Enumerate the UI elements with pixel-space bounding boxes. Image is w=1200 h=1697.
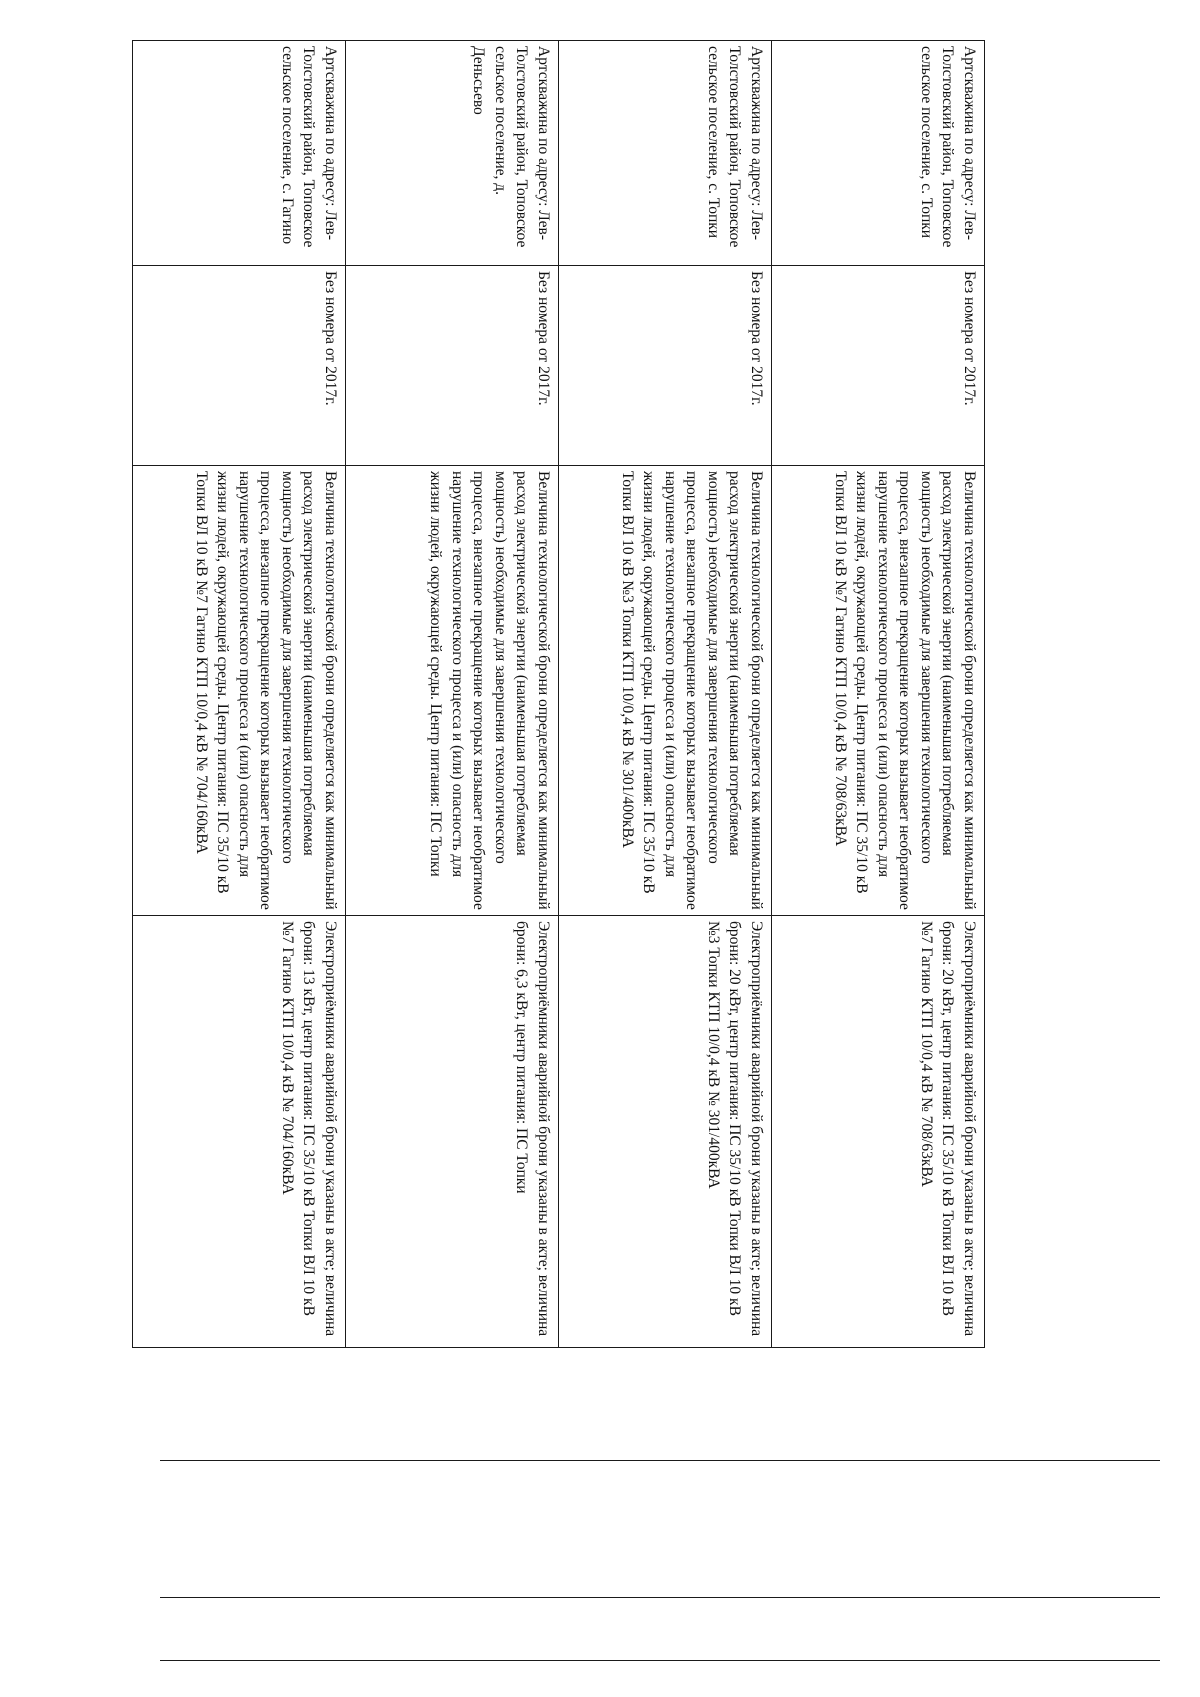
emergency-reserve-cell: Электроприёмники аварийной брони указаны в акте; величина брони: 13 кВт, центр питания: ПС 35/10 кВ Топки ВЛ 10 кВ №7 Гагино КТП 10/0,4 кВ № 704/160кВА xyxy=(133,916,346,1348)
column-rule xyxy=(160,1660,1160,1661)
object-cell: Артскважина по адресу: Лев-Толстовский район, Топовское сельское поселение, д. Деньсьево xyxy=(346,41,559,266)
object-cell: Артскважина по адресу: Лев-Толстовский район, Топовское сельское поселение, с. Гагино xyxy=(133,41,346,266)
table-row xyxy=(559,41,772,1348)
reserve-table xyxy=(132,40,985,1348)
tech-reserve-cell: Величина технологической брони определяется как минимальный расход электрической энергии (наименьшая потребляемая мощность) необходимые для завершения технологического процесса, внезапное прекращение которых вызывает необратимое нарушение технологического процесса и (или) опасность для жизни людей, окружающей среды. Центр питания: ПС 35/10 кВ Топки ВЛ 10 кВ №7 Гагино КТП 10/0,4 кВ № 708/63кВА xyxy=(772,466,985,916)
tech-reserve-cell: Величина технологической брони определяется как минимальный расход электрической энергии (наименьшая потребляемая мощность) необходимые для завершения технологического процесса, внезапное прекращение которых вызывает необратимое нарушение технологического процесса и (или) опасность для жизни людей, окружающей среды. Центр питания: ПС Топки xyxy=(346,466,559,916)
emergency-reserve-cell: Электроприёмники аварийной брони указаны в акте; величина брони: 6,3 кВт, центр питания: ПС Топки xyxy=(346,916,559,1348)
tech-reserve-cell: Величина технологической брони определяется как минимальный расход электрической энергии (наименьшая потребляемая мощность) необходимые для завершения технологического процесса, внезапное прекращение которых вызывает необратимое нарушение технологического процесса и (или) опасность для жизни людей, окружающей среды. Центр питания: ПС 35/10 кВ Топки ВЛ 10 кВ №7 Гагино КТП 10/0,4 кВ № 704/160кВА xyxy=(133,466,346,916)
emergency-reserve-cell: Электроприёмники аварийной брони указаны в акте; величина брони: 20 кВт, центр питания: ПС 35/10 кВ Топки ВЛ 10 кВ №7 Гагино КТП 10/0,4 кВ № 708/63кВА xyxy=(772,916,985,1348)
act-cell: Без номера от 2017г. xyxy=(559,266,772,466)
act-cell: Без номера от 2017г. xyxy=(772,266,985,466)
object-cell: Артскважина по адресу: Лев-Толстовский район, Топовское сельское поселение, с. Топки xyxy=(559,41,772,266)
tech-reserve-cell: Величина технологической брони определяется как минимальный расход электрической энергии (наименьшая потребляемая мощность) необходимые для завершения технологического процесса, внезапное прекращение которых вызывает необратимое нарушение технологического процесса и (или) опасность для жизни людей, окружающей среды. Центр питания: ПС 35/10 кВ Топки ВЛ 10 кВ №3 Топки КТП 10/0,4 кВ № 301/400кВА xyxy=(559,466,772,916)
emergency-reserve-cell: Электроприёмники аварийной брони указаны в акте; величина брони: 20 кВт, центр питания: ПС 35/10 кВ Топки ВЛ 10 кВ №3 Топки КТП 10/0,4 кВ № 301/400кВА xyxy=(559,916,772,1348)
table-row xyxy=(346,41,559,1348)
act-cell: Без номера от 2017г. xyxy=(346,266,559,466)
object-cell: Артскважина по адресу: Лев-Толстовский район, Топовское сельское поселение, с. Топки xyxy=(772,41,985,266)
table-row xyxy=(772,41,985,1348)
column-rule xyxy=(160,1460,1160,1461)
act-cell: Без номера от 2017г. xyxy=(133,266,346,466)
column-rule xyxy=(160,1597,1160,1598)
table-row xyxy=(133,41,346,1348)
